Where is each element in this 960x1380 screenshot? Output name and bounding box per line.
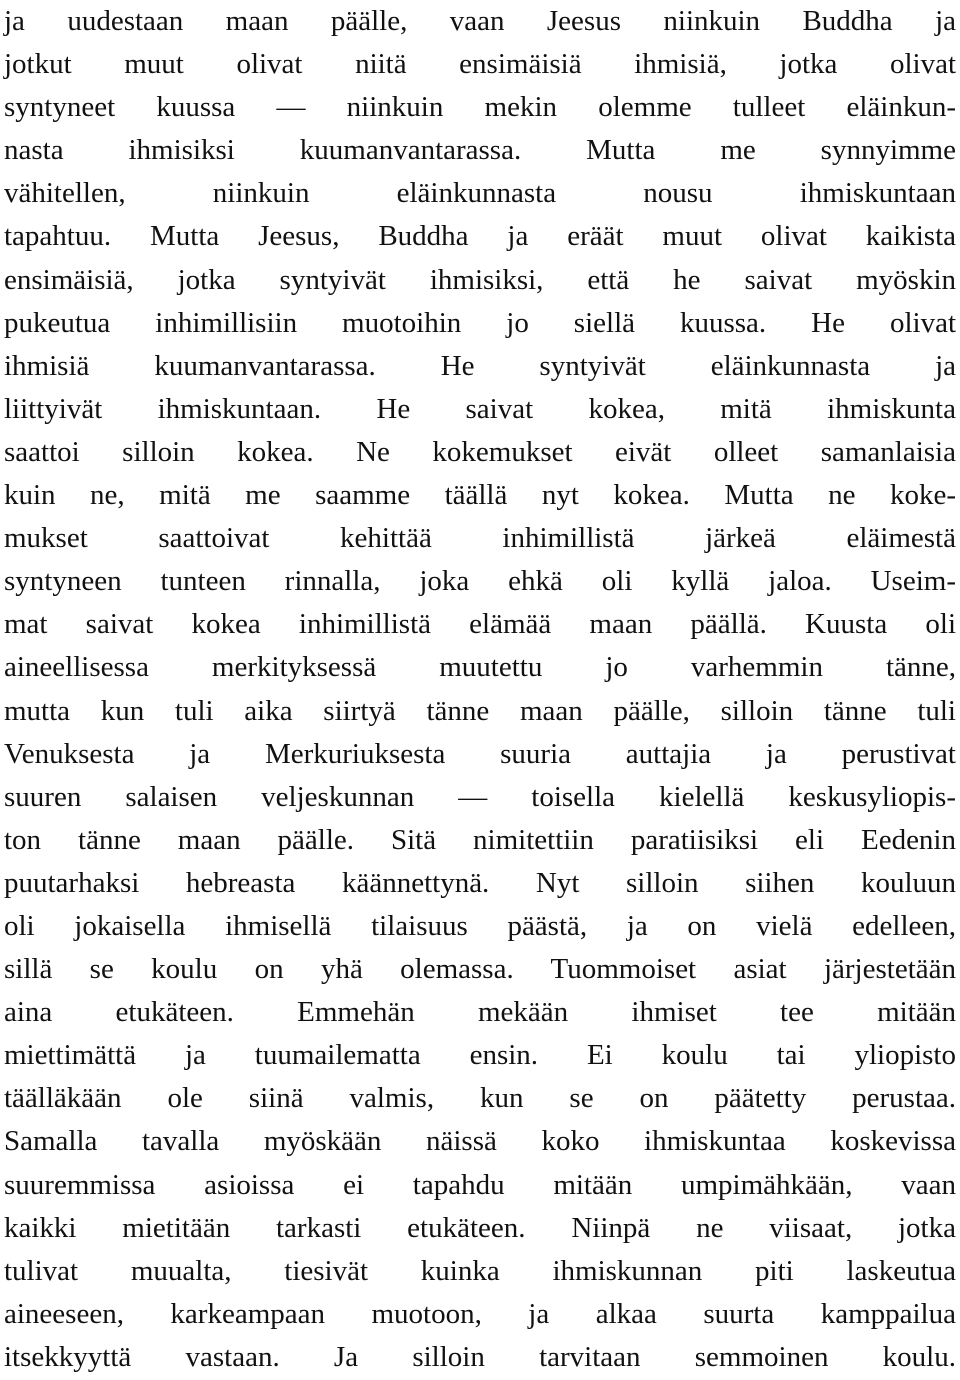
text-line: ihmisiä kuumanvantarassa. He syntyivät eläinkunnasta ja <box>4 349 956 382</box>
text-line: Venuksesta ja Merkuriuksesta suuria auttajia ja perustivat <box>4 737 956 770</box>
text-line: syntyneet kuussa — niinkuin mekin olemme tulleet eläinkun- <box>4 91 956 124</box>
text-line: mutta kun tuli aika siirtyä tänne maan päälle, silloin tänne tuli <box>4 694 956 727</box>
text-line: Samalla tavalla myöskään näissä koko ihmiskuntaa koskevissa <box>4 1125 956 1158</box>
text-line: liittyivät ihmiskuntaan. He saivat kokea, mitä ihmiskunta <box>4 392 956 425</box>
text-line: ja uudestaan maan päälle, vaan Jeesus niinkuin Buddha ja <box>4 5 956 37</box>
body-text <box>4 0 956 1379</box>
text-line: aineellisessa merkityksessä muutettu jo varhemmin tänne, <box>4 651 956 684</box>
text-line: syntyneen tunteen rinnalla, joka ehkä oli kyllä jaloa. Useim- <box>4 565 956 598</box>
text-line: tapahtuu. Mutta Jeesus, Buddha ja eräät muut olivat kaikista <box>4 220 956 253</box>
text-line: vähitellen, niinkuin eläinkunnasta nousu ihmiskuntaan <box>4 177 956 210</box>
text-line: jotkut muut olivat niitä ensimäisiä ihmisiä, jotka olivat <box>4 48 956 81</box>
text-line: suuren salaisen veljeskunnan — toisella kielellä keskusyliopis- <box>4 780 956 813</box>
text-line: puutarhaksi hebreasta käännettynä. Nyt silloin siihen kouluun <box>4 866 956 899</box>
text-line: mat saivat kokea inhimillistä elämää maan päällä. Kuusta oli <box>4 608 956 641</box>
text-line: itsekkyyttä vastaan. Ja silloin tarvitaan semmoinen koulu. <box>4 1340 956 1373</box>
text-line: kuin ne, mitä me saamme täällä nyt kokea. Mutta ne koke- <box>4 479 956 512</box>
text-line: suuremmissa asioissa ei tapahdu mitään umpimähkään, vaan <box>4 1168 956 1201</box>
text-line: kaikki mietitään tarkasti etukäteen. Niinpä ne viisaat, jotka <box>4 1211 956 1244</box>
text-line: ensimäisiä, jotka syntyivät ihmisiksi, että he saivat myöskin <box>4 263 956 296</box>
text-line: ton tänne maan päälle. Sitä nimitettiin paratiisiksi eli Eedenin <box>4 823 956 856</box>
text-line: tulivat muualta, tiesivät kuinka ihmiskunnan piti laskeutua <box>4 1254 956 1287</box>
text-line: miettimättä ja tuumailematta ensin. Ei koulu tai yliopisto <box>4 1039 956 1072</box>
text-line: saattoi silloin kokea. Ne kokemukset eivät olleet samanlaisia <box>4 435 956 468</box>
text-line: oli jokaisella ihmisellä tilaisuus päästä, ja on vielä edelleen, <box>4 909 956 942</box>
text-line: täälläkään ole siinä valmis, kun se on päätetty perustaa. <box>4 1082 956 1115</box>
text-line: aineeseen, karkeampaan muotoon, ja alkaa suurta kamppailua <box>4 1297 956 1330</box>
text-line: nasta ihmisiksi kuumanvantarassa. Mutta me synnyimme <box>4 134 956 167</box>
text-line: aina etukäteen. Emmehän mekään ihmiset tee mitään <box>4 996 956 1029</box>
text-line: sillä se koulu on yhä olemassa. Tuommoiset asiat järjestetään <box>4 953 956 986</box>
text-line: pukeutua inhimillisiin muotoihin jo siellä kuussa. He olivat <box>4 306 956 339</box>
text-line: mukset saattoivat kehittää inhimillistä järkeä eläimestä <box>4 522 956 555</box>
